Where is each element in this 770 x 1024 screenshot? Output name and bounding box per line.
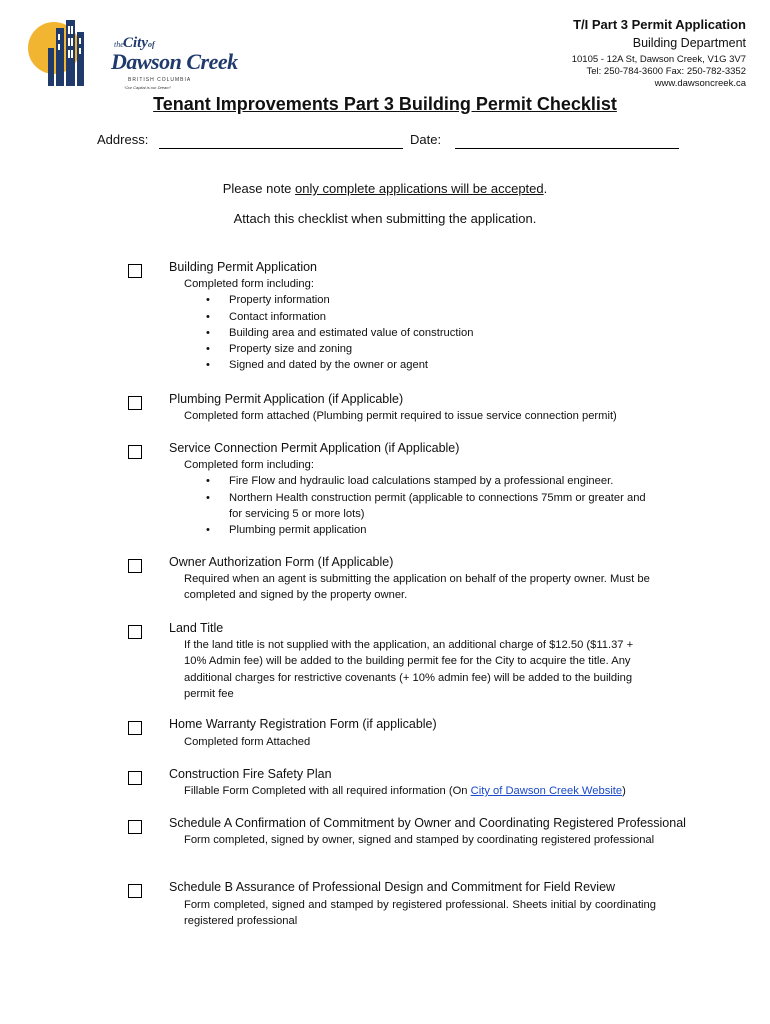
item-title-schedule-a: Schedule A Confirmation of Commitment by Owner and Coordinating Registered Professional [169, 816, 686, 830]
item-body-schedule-a: Form completed, signed by owner, signed and stamped by coordinating registered professional [184, 834, 655, 846]
item-title-home-warranty: Home Warranty Registration Form (if applicable) [169, 717, 437, 731]
checkbox-home-warranty[interactable] [128, 721, 142, 735]
date-field[interactable] [455, 148, 679, 149]
checkbox-schedule-a[interactable] [128, 820, 142, 834]
checkbox-fire-safety-plan[interactable] [128, 771, 142, 785]
bullet-list [184, 292, 656, 373]
logo-of: of [148, 40, 155, 49]
department-address: 10105 - 12A St, Dawson Creek, V1G 3V7 [571, 54, 746, 65]
item-title-land-title: Land Title [169, 621, 224, 635]
checkbox-building-permit[interactable] [128, 264, 142, 278]
logo-city-word: City [123, 35, 148, 51]
item-body-service-connection [184, 457, 656, 538]
item-body-fire-safety-plan [184, 783, 656, 799]
item-body-land-title: If the land title is not supplied with the application, an additional charge of $12.50 ($11.37 + 10% Admin fee) will be added to the building permit fee for the City to acquire the title. Any additional charges for restrictive covenants (+ 10% admin fee) will be added to the building permit fee [184, 639, 634, 700]
note-complete-applications [0, 181, 770, 196]
item-body-building-permit [184, 276, 656, 374]
city-website-link[interactable]: City of Dawson Creek Website [470, 785, 623, 797]
address-field[interactable] [159, 148, 403, 149]
page-title [0, 94, 770, 115]
item-body-plumbing-permit: Completed form attached (Plumbing permit required to issue service connection permit) [184, 410, 617, 422]
bullet-list [184, 473, 656, 538]
fire-safety-text-suffix: ) [622, 785, 626, 797]
item-title-plumbing-permit: Plumbing Permit Application (if Applicable) [169, 392, 404, 406]
city-logo [26, 18, 238, 98]
list-item: • Plumbing permit application [184, 522, 656, 538]
list-item: • Property size and zoning [184, 341, 656, 357]
logo-province: BRITISH COLUMBIA [128, 77, 192, 83]
list-item: • Fire Flow and hydraulic load calculations stamped by a professional engineer. [184, 473, 656, 489]
note-attach-checklist: Attach this checklist when submitting the application. [233, 211, 537, 226]
item-intro: Completed form including: [184, 459, 314, 471]
department-phone-fax: Tel: 250-784-3600 Fax: 250-782-3352 [586, 66, 746, 77]
list-item: • Property information [184, 292, 656, 308]
address-label: Address: [97, 132, 149, 147]
department-name: Building Department [632, 36, 746, 50]
date-label: Date: [410, 132, 442, 147]
item-body-schedule-b: Form completed, signed and stamped by registered professional. Sheets initial by coordinating registered professional [184, 899, 656, 928]
note-suffix: . [543, 181, 548, 196]
list-item: • Signed and dated by the owner or agent [184, 357, 656, 373]
item-title-schedule-b: Schedule B Assurance of Professional Design and Commitment for Field Review [169, 880, 616, 894]
list-item: • Building area and estimated value of construction [184, 325, 656, 341]
item-title-fire-safety-plan: Construction Fire Safety Plan [169, 767, 332, 781]
note-emphasis: only complete applications will be accepted [295, 181, 544, 196]
checkbox-service-connection[interactable] [128, 445, 142, 459]
note-prefix: Please note [222, 181, 296, 196]
logo-the: the [114, 40, 124, 49]
checkbox-owner-authorization[interactable] [128, 559, 142, 573]
item-title-service-connection: Service Connection Permit Application (if Applicable) [169, 441, 460, 455]
department-website[interactable]: www.dawsoncreek.ca [654, 78, 746, 89]
list-item: • Northern Health construction permit (applicable to connections 75mm or greater and for servicing 5 or more lots) [184, 490, 656, 523]
page-title-text: Tenant Improvements Part 3 Building Permit Checklist [153, 94, 617, 114]
checkbox-land-title[interactable] [128, 625, 142, 639]
checkbox-plumbing-permit[interactable] [128, 396, 142, 410]
item-body-owner-authorization: Required when an agent is submitting the application on behalf of the property owner. Must be completed and signed by the property owner. [184, 573, 650, 602]
logo-tagline: “Our Capital is our Dream” [124, 85, 171, 90]
fire-safety-text-prefix: Fillable Form Completed with all required information (On [184, 785, 471, 797]
item-intro: Completed form including: [184, 278, 314, 290]
list-item: • Contact information [184, 309, 656, 325]
form-title: T/I Part 3 Permit Application [573, 17, 746, 32]
item-title-owner-authorization: Owner Authorization Form (If Applicable) [169, 555, 394, 569]
logo-name: Dawson Creek [111, 49, 238, 74]
checkbox-schedule-b[interactable] [128, 884, 142, 898]
item-body-home-warranty: Completed form Attached [184, 736, 311, 748]
item-title-building-permit: Building Permit Application [169, 260, 317, 274]
